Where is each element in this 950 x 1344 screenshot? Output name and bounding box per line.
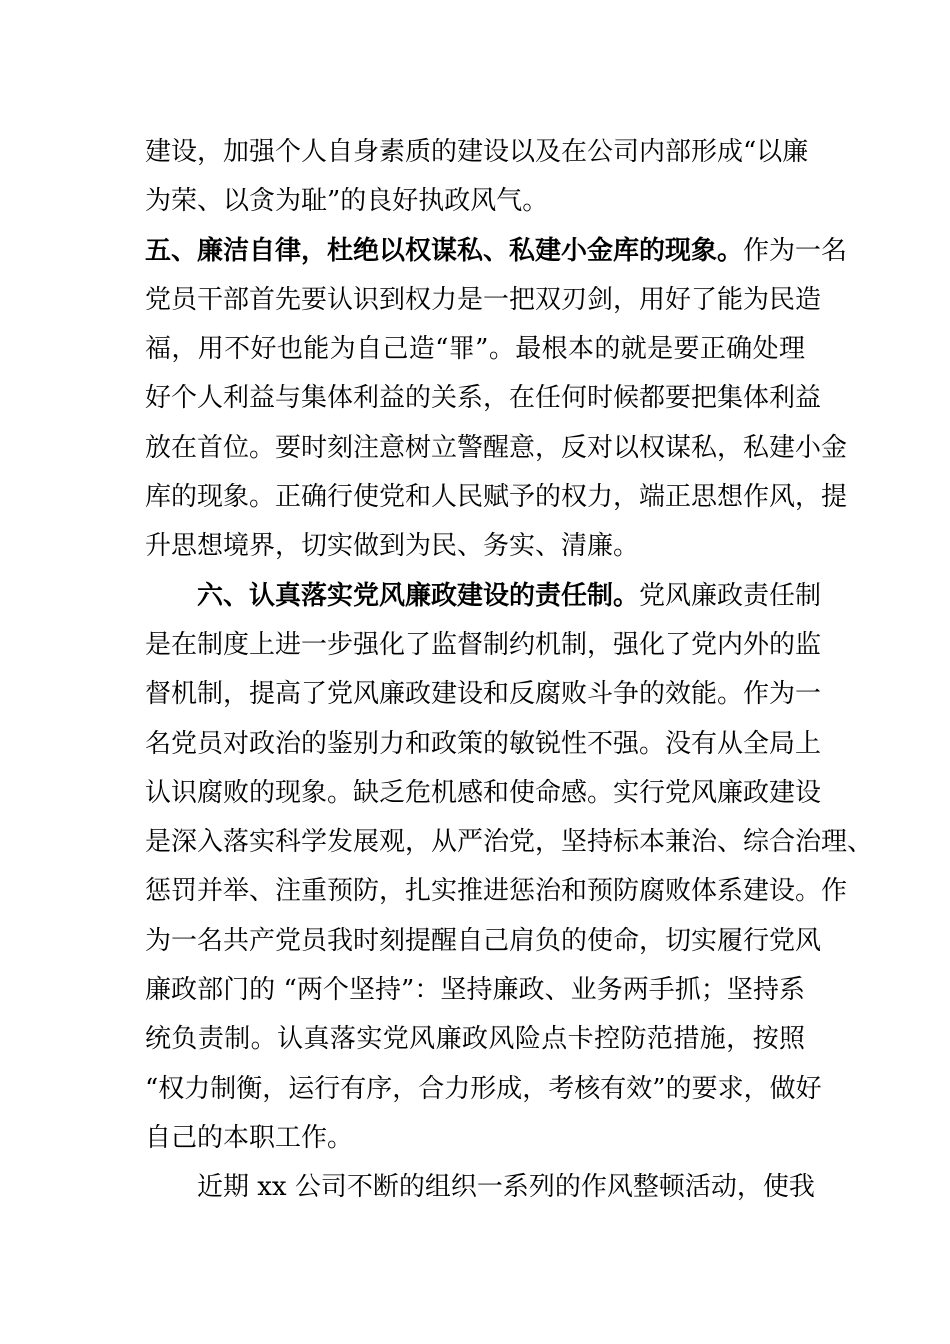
text-line: 惩罚并举、注重预防，扎实推进惩治和预防腐败体系建设。作 xyxy=(145,876,848,907)
text-line: 福，用不好也能为自己造“罪”。最根本的就是要正确处理 xyxy=(145,334,805,365)
text-line: 党员干部首先要认识到权力是一把双刃剑，用好了能为民造 xyxy=(145,284,822,315)
text-line: 升思想境界，切实做到为民、务实、清廉。 xyxy=(145,531,640,562)
text-line: 是深入落实科学发展观，从严治党，坚持标本兼治、综合治理、 xyxy=(145,827,874,858)
text-line: 名党员对政治的鉴别力和政策的敏锐性不强。没有从全局上 xyxy=(145,728,822,759)
section-five-lead: 作为一名 xyxy=(743,235,848,266)
text-line: 是在制度上进一步强化了监督制约机制，强化了党内外的监 xyxy=(145,629,822,660)
document-page xyxy=(145,128,874,1213)
text-line: 好个人利益与集体利益的关系，在任何时候都要把集体利益 xyxy=(145,383,822,414)
section-five-heading: 五、廉洁自律，杜绝以权谋私、私建小金库的现象。 xyxy=(145,235,744,266)
text-line: “权力制衡，运行有序，合力形成，考核有效”的要求，做好 xyxy=(145,1073,822,1104)
section-five-paragraph xyxy=(145,227,848,572)
text-line: 自己的本职工作。 xyxy=(145,1122,354,1153)
text-line: 为荣、以贪为耻”的良好执政风气。 xyxy=(145,186,549,217)
text-line: 统负责制。认真落实党风廉政风险点卡控防范措施，按照 xyxy=(145,1024,805,1055)
text-line: 放在首位。要时刻注意树立警醒意，反对以权谋私，私建小金 xyxy=(145,432,848,463)
text-line xyxy=(145,227,848,276)
section-six-paragraph xyxy=(145,572,874,1164)
text-line: 督机制，提高了党风廉政建设和反腐败斗争的效能。作为一 xyxy=(145,679,822,710)
closing-paragraph xyxy=(145,1163,815,1212)
text-line: 为一名共产党员我时刻提醒自己肩负的使命，切实履行党风 xyxy=(145,925,822,956)
text-line: 近期 xx 公司不断的组织一系列的作风整顿活动，使我 xyxy=(197,1172,815,1203)
text-line: 库的现象。正确行使党和人民赋予的权力，端正思想作风，提 xyxy=(145,482,848,513)
text-line: 建设，加强个人自身素质的建设以及在公司内部形成“以廉 xyxy=(145,137,809,167)
section-six-lead: 党风廉政责任制 xyxy=(639,580,822,611)
paragraph-continuation xyxy=(145,128,809,227)
text-line: 认识腐败的现象。缺乏危机感和使命感。实行党风廉政建设 xyxy=(145,777,822,808)
text-line xyxy=(145,572,822,621)
section-six-heading: 六、认真落实党风廉政建设的责任制。 xyxy=(197,580,640,611)
text-line: 廉政部门的 “两个坚持”：坚持廉政、业务两手抓；坚持系 xyxy=(145,975,805,1006)
